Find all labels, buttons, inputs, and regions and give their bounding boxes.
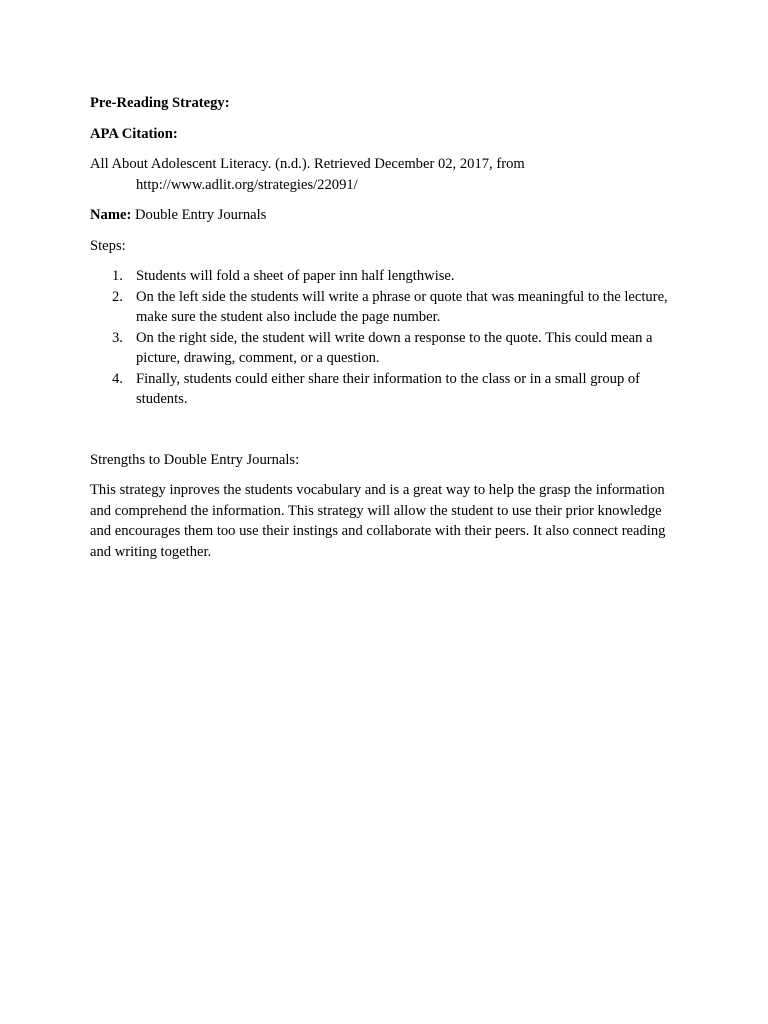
citation-line-1: All About Adolescent Literacy. (n.d.). Retrieved December 02, 2017, from [90,156,525,172]
citation-url: http://www.adlit.org/strategies/22091/ [136,176,358,193]
step-number: 1. [112,268,123,284]
step-text: On the left side the students will write a phrase or quote that was meaningful to the lecture, make sure the student also include the page number. [136,288,668,325]
section-spacer [90,410,680,450]
list-item [112,287,680,328]
step-number: 2. [112,288,123,305]
document-content [90,93,680,562]
name-value: Double Entry Journals [135,207,267,223]
strengths-paragraph: This strategy inproves the students vocabulary and is a great way to help the grasp the information and comprehend the information. This strategy will allow the student to use their prior knowledge and encourages them too use their instings and collaborate with their peers. It also connect reading and writing together. [90,482,666,560]
citation-heading: APA Citation: [90,125,178,142]
step-text: Students will fold a sheet of paper inn half lengthwise. [136,268,455,284]
strengths-heading: Strengths to Double Entry Journals: [90,451,300,468]
name-label: Name: [90,207,132,223]
step-text: Finally, students could either share their information to the class or in a small group of students. [136,370,641,407]
strategy-name [90,205,680,226]
list-item [112,328,680,369]
step-number: 3. [112,329,123,346]
list-item [112,266,680,287]
strategy-heading: Pre-Reading Strategy: [90,95,230,111]
step-text: On the right side, the student will write down a response to the quote. This could mean a picture, drawing, comment, or a question. [136,329,653,366]
steps-heading: Steps: [90,237,126,254]
step-number: 4. [112,370,123,387]
list-item [112,369,680,410]
citation [90,154,680,195]
steps-list [90,266,680,410]
